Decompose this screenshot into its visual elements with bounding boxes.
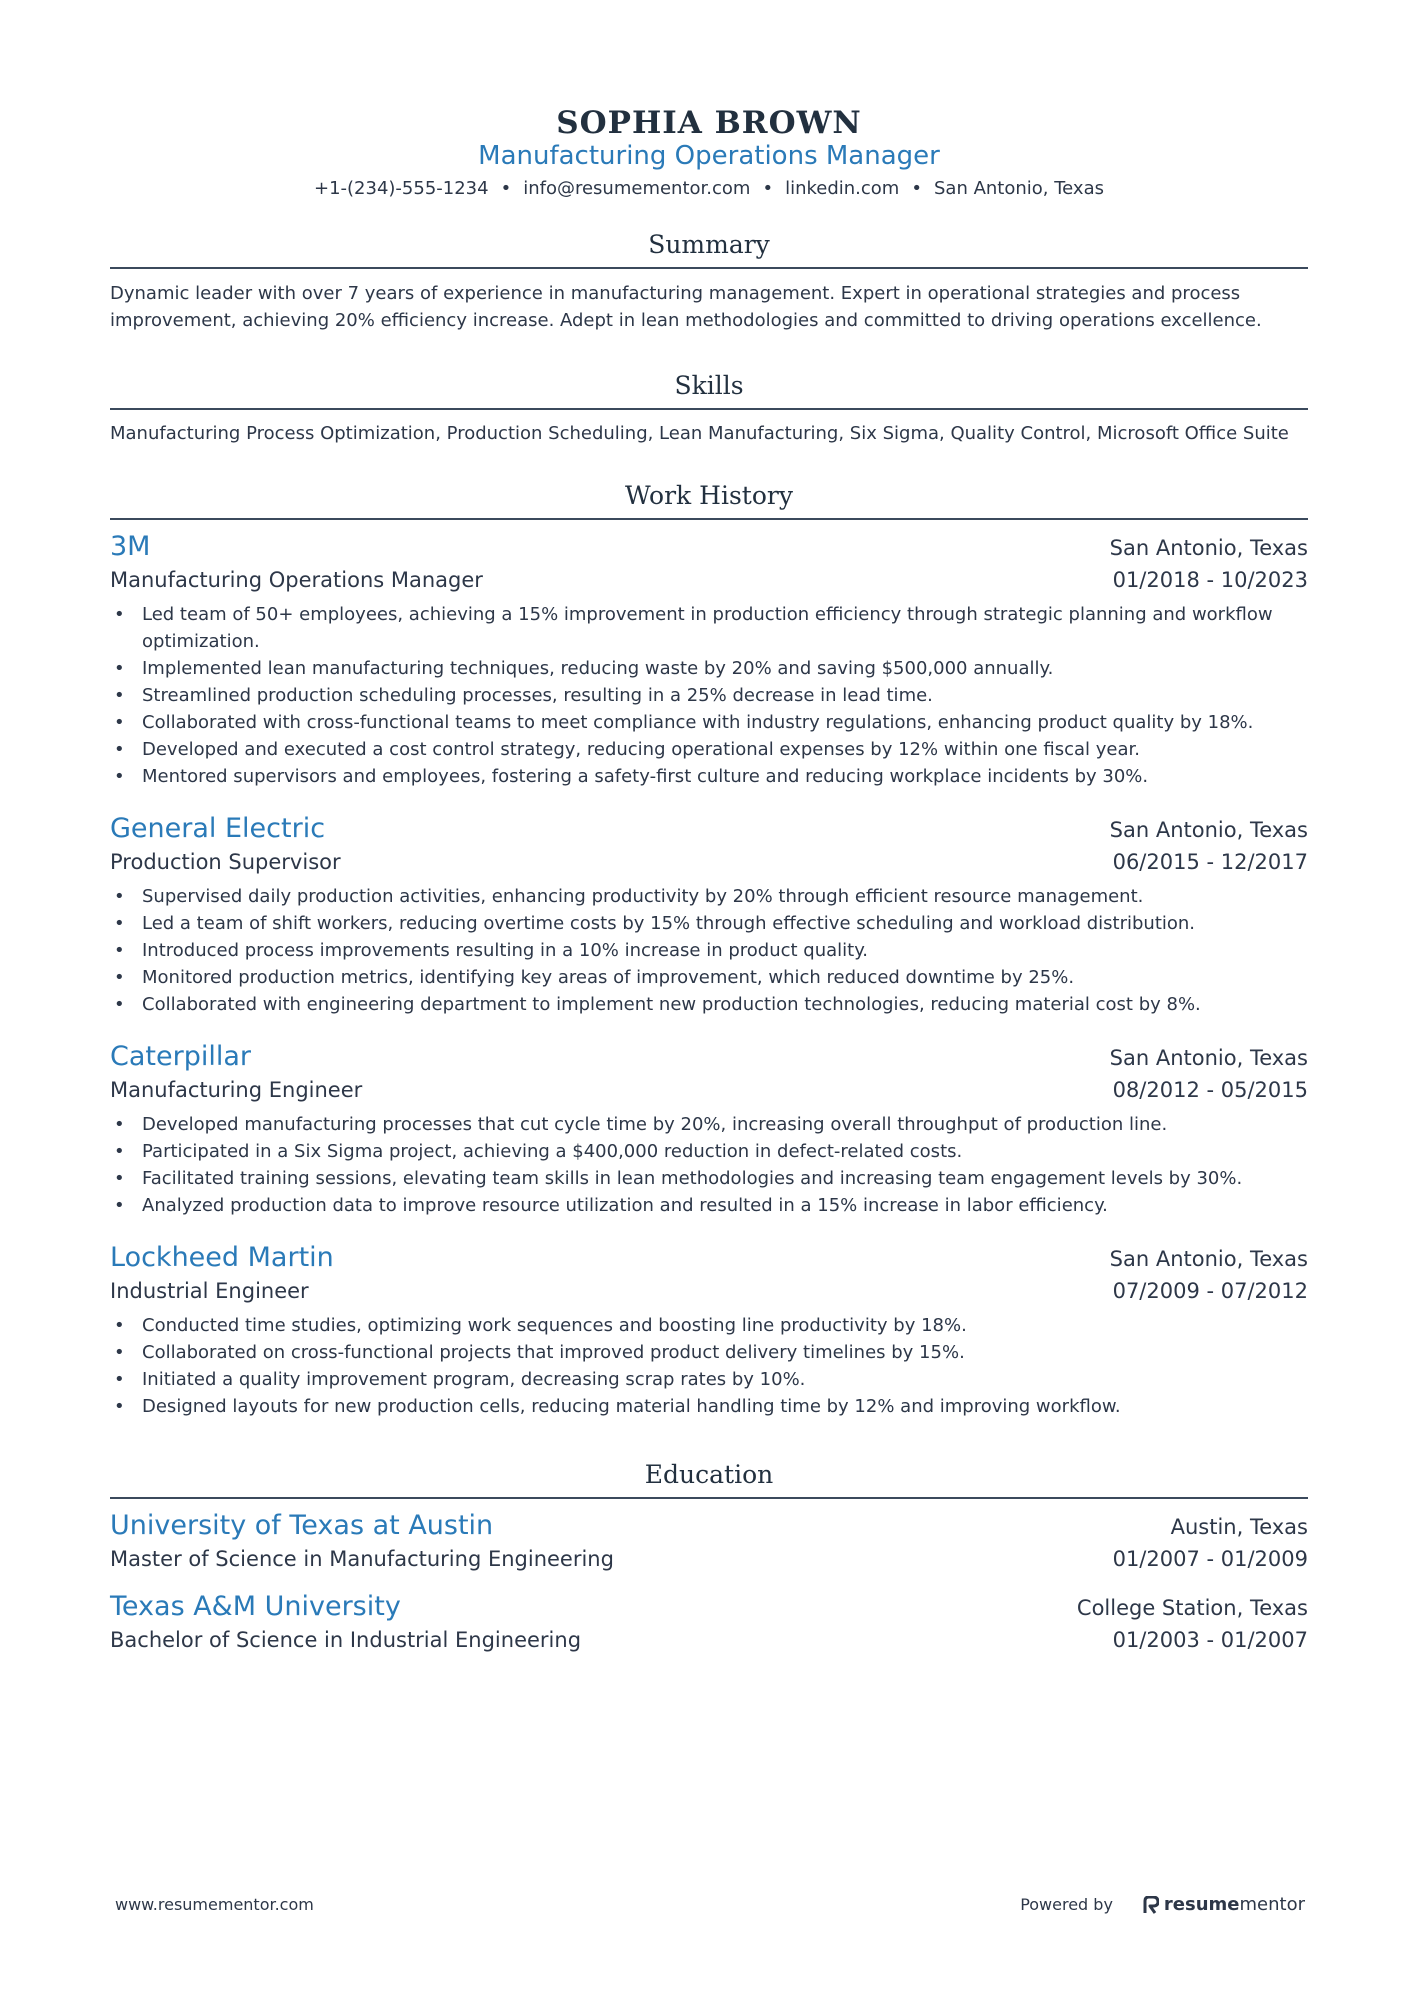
education-entries: [110, 1509, 1308, 1657]
school-name: University of Texas at Austin: [110, 1510, 494, 1541]
education-section: [110, 1457, 1308, 1657]
job-bullets: [110, 883, 1308, 1018]
bullet-item: • Facilitated training sessions, elevating team skills in lean methodologies and increasing team engagement levels by 30%.: [110, 1165, 1308, 1192]
section-heading: Skills: [110, 368, 1308, 410]
contact-phone: +1-(234)-555-1234: [314, 178, 489, 199]
work-history-section: [110, 478, 1308, 1420]
bullet-item: • Supervised daily production activities, enhancing productivity by 20% through efficient resource management.: [110, 883, 1308, 910]
brand-logo[interactable]: [1143, 1894, 1305, 1915]
separator-dot: •: [911, 178, 922, 199]
footer-branding: [1020, 1894, 1305, 1915]
candidate-name: SOPHIA BROWN: [556, 105, 862, 141]
education-entry-header: [110, 1590, 1308, 1624]
resume-page: [110, 0, 1308, 1657]
job-location: San Antonio, Texas: [1109, 1046, 1308, 1070]
section-heading: Work History: [110, 478, 1308, 520]
bullet-item: • Implemented lean manufacturing techniques, reducing waste by 20% and saving $500,000 annually.: [110, 655, 1308, 682]
work-entry-header: [110, 1241, 1308, 1275]
resumementor-logo-icon: [1143, 1896, 1159, 1914]
job-dates: 06/2015 - 12/2017: [1112, 850, 1308, 874]
company-name: Caterpillar: [110, 1041, 251, 1072]
bullet-item: • Led team of 50+ employees, achieving a 15% improvement in production efficiency through strategic planning and workflow optimization.: [110, 601, 1308, 655]
powered-by-label: Powered by: [1020, 1895, 1113, 1914]
job-location: San Antonio, Texas: [1109, 536, 1308, 560]
work-entry-header: [110, 1040, 1308, 1074]
work-entry-subheader: [110, 1275, 1308, 1308]
work-entry-subheader: [110, 564, 1308, 597]
work-entry: [110, 530, 1308, 790]
candidate-title: Manufacturing Operations Manager: [478, 141, 940, 171]
school-location: Austin, Texas: [1170, 1515, 1308, 1539]
bullet-item: • Developed manufacturing processes that cut cycle time by 20%, increasing overall throughput of production line.: [110, 1111, 1308, 1138]
bullet-item: • Collaborated with cross-functional teams to meet compliance with industry regulations, enhancing product quality by 18%.: [110, 709, 1308, 736]
bullet-item: • Monitored production metrics, identifying key areas of improvement, which reduced downtime by 25%.: [110, 964, 1308, 991]
contact-linkedin[interactable]: linkedin.com: [785, 178, 900, 199]
education-dates: 01/2003 - 01/2007: [1112, 1628, 1308, 1652]
work-entry-subheader: [110, 1074, 1308, 1107]
summary-text: Dynamic leader with over 7 years of experience in manufacturing management. Expert in operational strategies and process improvement, achieving 20% efficiency increase. Adept in lean methodologies and committed to driving operations excellence.: [110, 283, 1262, 331]
bullet-item: • Led a team of shift workers, reducing overtime costs by 15% through effective scheduling and workload distribution.: [110, 910, 1308, 937]
bullet-item: • Collaborated with engineering department to implement new production technologies, reducing material cost by 8%.: [110, 991, 1308, 1018]
job-location: San Antonio, Texas: [1109, 1247, 1308, 1271]
job-location: San Antonio, Texas: [1109, 818, 1308, 842]
separator-dot: •: [500, 178, 512, 199]
bullet-item: • Introduced process improvements resulting in a 10% increase in product quality.: [110, 937, 1308, 964]
company-name: General Electric: [110, 813, 326, 844]
school-name: Texas A&M University: [110, 1591, 401, 1622]
job-role: Manufacturing Operations Manager: [110, 568, 483, 592]
job-dates: 07/2009 - 07/2012: [1112, 1279, 1308, 1303]
school-location: College Station, Texas: [1076, 1596, 1308, 1620]
work-entry: [110, 1040, 1308, 1219]
bullet-item: • Conducted time studies, optimizing work sequences and boosting line productivity by 18%.: [110, 1312, 1308, 1339]
bullet-item: • Developed and executed a cost control strategy, reducing operational expenses by 12% within one fiscal year.: [110, 736, 1308, 763]
company-name: 3M: [110, 531, 151, 562]
section-heading: Education: [110, 1457, 1308, 1499]
contact-line: [110, 175, 1308, 203]
work-entry-header: [110, 812, 1308, 846]
education-entry: [110, 1590, 1308, 1657]
degree-name: Master of Science in Manufacturing Engineering: [110, 1547, 614, 1571]
education-dates: 01/2007 - 01/2009: [1112, 1547, 1308, 1571]
education-entry: [110, 1509, 1308, 1576]
skills-section: [110, 368, 1308, 446]
company-name: Lockheed Martin: [110, 1242, 334, 1273]
resume-header: [110, 0, 1308, 203]
work-entry-header: [110, 530, 1308, 564]
work-entry: [110, 1241, 1308, 1420]
bullet-item: • Designed layouts for new production cells, reducing material handling time by 12% and improving workflow.: [110, 1393, 1308, 1420]
education-entry-subheader: [110, 1624, 1308, 1657]
bullet-item: • Collaborated on cross-functional projects that improved product delivery timelines by 15%.: [110, 1339, 1308, 1366]
section-heading: Summary: [110, 227, 1308, 269]
work-entry: [110, 812, 1308, 1018]
bullet-item: • Initiated a quality improvement program, decreasing scrap rates by 10%.: [110, 1366, 1308, 1393]
job-bullets: [110, 601, 1308, 790]
separator-dot: •: [762, 178, 774, 199]
brand-name-rest: mentor: [1239, 1894, 1305, 1915]
job-role: Industrial Engineer: [110, 1279, 309, 1303]
bullet-item: • Streamlined production scheduling processes, resulting in a 25% decrease in lead time.: [110, 682, 1308, 709]
bullet-item: • Analyzed production data to improve resource utilization and resulted in a 15% increase in labor efficiency.: [110, 1192, 1308, 1219]
education-entry-header: [110, 1509, 1308, 1543]
job-role: Production Supervisor: [110, 850, 341, 874]
job-bullets: [110, 1312, 1308, 1420]
page-footer: [115, 1894, 1305, 1915]
work-entries: [110, 530, 1308, 1420]
work-entry-subheader: [110, 846, 1308, 879]
footer-website-link[interactable]: www.resumementor.com: [115, 1895, 314, 1914]
skills-text: Manufacturing Process Optimization, Production Scheduling, Lean Manufacturing, Six Sigma, Quality Control, Microsoft Office Suite: [110, 423, 1289, 444]
summary-section: [110, 227, 1308, 334]
brand-name-bold: resume: [1163, 1894, 1240, 1915]
degree-name: Bachelor of Science in Industrial Engineering: [110, 1628, 582, 1652]
job-dates: 08/2012 - 05/2015: [1112, 1078, 1308, 1102]
job-bullets: [110, 1111, 1308, 1219]
contact-email[interactable]: info@resumementor.com: [523, 178, 751, 199]
job-dates: 01/2018 - 10/2023: [1112, 568, 1308, 592]
job-role: Manufacturing Engineer: [110, 1078, 363, 1102]
education-entry-subheader: [110, 1543, 1308, 1576]
bullet-item: • Participated in a Six Sigma project, achieving a $400,000 reduction in defect-related costs.: [110, 1138, 1308, 1165]
bullet-item: • Mentored supervisors and employees, fostering a safety-first culture and reducing workplace incidents by 30%.: [110, 763, 1308, 790]
contact-location: San Antonio, Texas: [933, 178, 1104, 199]
